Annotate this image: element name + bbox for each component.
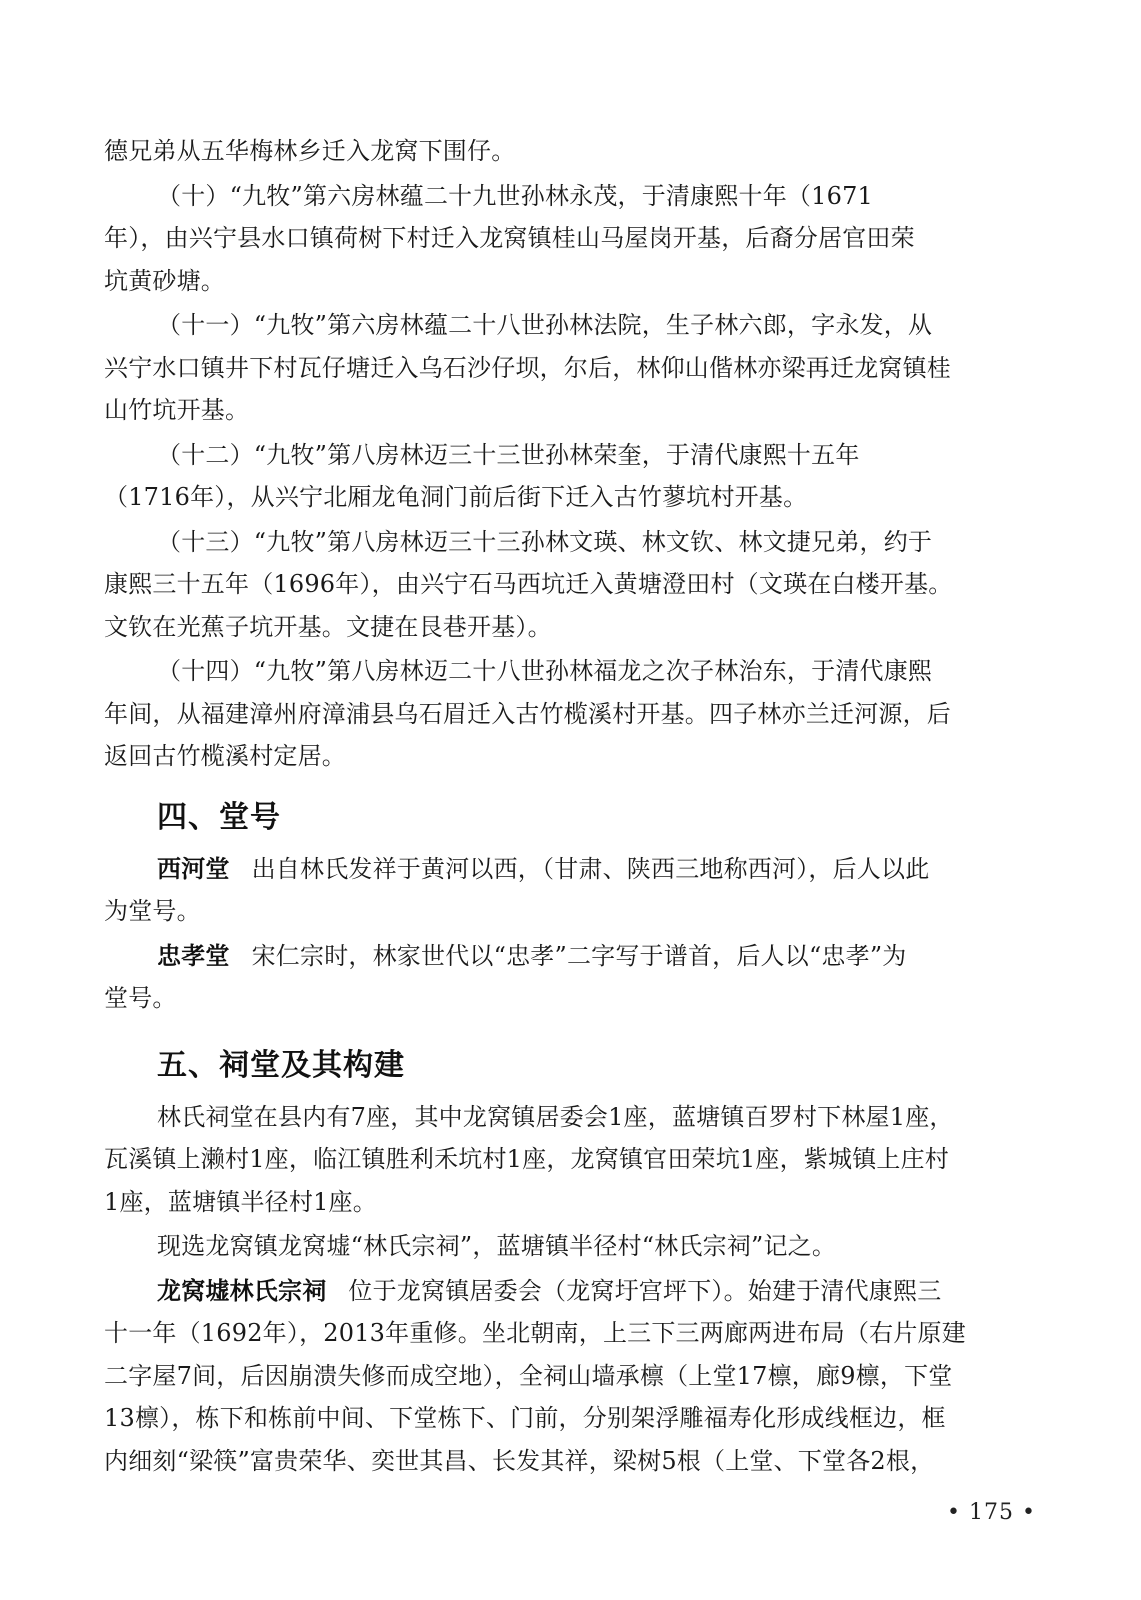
- text-line: 为堂号。: [104, 897, 201, 925]
- text-line: 13檩），栋下和栋前中间、下堂栋下、门前，分别架浮雕福寿化形成线框边，框: [104, 1404, 946, 1432]
- paragraph-continuation: [104, 130, 1036, 173]
- text-line: （十四）“九牧”第八房林迈二十八世孙林福龙之次子林治东，于清代康熙: [157, 657, 933, 685]
- text-line: （十）“九牧”第六房林蕴二十九世孙林永茂，于清康熙十年（1671: [157, 181, 874, 210]
- text-line: 年间，从福建漳州府漳浦县乌石眉迁入古竹榄溪村开基。四子林亦兰迁河源，后: [104, 699, 951, 728]
- text-line: 内细刻“梁筷”富贵荣华、奕世其昌、长发其祥，梁树5根（上堂、下堂各2根，: [104, 1446, 935, 1475]
- text-line: 文钦在光蕉子坑开基。文捷在艮巷开基）。: [104, 612, 552, 641]
- text-line: 德兄弟从五华梅林乡迁入龙窝下围仔。: [104, 137, 516, 165]
- hall-name-term: 忠孝堂: [157, 941, 230, 970]
- text-line: 年），由兴宁县水口镇荷树下村迁入龙窝镇桂山马屋岗开基，后裔分居官田荣: [104, 224, 915, 252]
- hall-description: 位于龙窝镇居委会（龙窝圩宫坪下）。始建于清代康熙三: [348, 1276, 942, 1305]
- page-content: [104, 130, 1036, 1484]
- spacer: [104, 1022, 1036, 1034]
- hall-name-entry-zhongxiao: [104, 935, 1036, 1020]
- hall-name-term: 西河堂: [157, 854, 230, 883]
- text-line: 现选龙窝镇龙窝墟“林氏宗祠”，蓝塘镇半径村“林氏宗祠”记之。: [157, 1232, 837, 1260]
- paragraph-longwo-hall: [104, 1270, 1036, 1483]
- text-line: 二字屋7间，后因崩溃失修而成空地），全祠山墙承檩（上堂17檩，廊9檩，下堂: [104, 1361, 953, 1390]
- paragraph-item-13: [104, 521, 1036, 649]
- spacer: [104, 780, 1036, 786]
- text-line: （十一）“九牧”第六房林蕴二十八世孙林法院，生子林六郎，字永发，从: [157, 311, 933, 339]
- paragraph-item-10: [104, 175, 1036, 303]
- text-line: 1座，蓝塘镇半径村1座。: [104, 1187, 377, 1216]
- paragraph-selection: [104, 1225, 1036, 1268]
- text-line: 堂号。: [104, 984, 177, 1012]
- hall-name-description: 出自林氏发祥于黄河以西，（甘肃、陕西三地称西河），后人以此: [251, 854, 930, 883]
- text-line: （1716年），从兴宁北厢龙龟洞门前后街下迁入古竹蓼坑村开基。: [104, 483, 808, 511]
- text-line: 康熙三十五年（1696年），由兴宁石马西坑迁入黄塘澄田村（文瑛在白楼开基。: [104, 570, 953, 598]
- text-line: [104, 848, 1036, 891]
- text-line: [104, 1270, 1036, 1313]
- text-line: 山竹坑开基。: [104, 396, 250, 424]
- hall-name-entry-xihe: [104, 848, 1036, 933]
- text-line: 林氏祠堂在县内有7座，其中龙窝镇居委会1座，蓝塘镇百罗村下林屋1座，: [157, 1102, 954, 1131]
- text-line: 兴宁水口镇井下村瓦仔塘迁入乌石沙仔坝，尔后，林仰山偕林亦梁再迁龙窝镇桂: [104, 353, 951, 382]
- page-number: • 175 •: [947, 1500, 1036, 1525]
- text-line: （十二）“九牧”第八房林迈三十三世孙林荣奎，于清代康熙十五年: [157, 440, 860, 469]
- text-line: [104, 935, 1036, 978]
- paragraph-item-11: [104, 304, 1036, 432]
- section-heading-ancestral-halls: 五、祠堂及其构建: [157, 1047, 405, 1083]
- text-line: 坑黄砂塘。: [104, 266, 225, 295]
- text-line: 返回古竹榄溪村定居。: [104, 742, 346, 770]
- text-line: （十三）“九牧”第八房林迈三十三孙林文瑛、林文钦、林文捷兄弟，约于: [157, 527, 933, 556]
- paragraph-halls-count: [104, 1096, 1036, 1224]
- hall-term: 龙窝墟林氏宗祠: [157, 1276, 327, 1305]
- paragraph-item-12: [104, 434, 1036, 519]
- text-line: 十一年（1692年），2013年重修。坐北朝南，上三下三两廊两进布局（右片原建: [104, 1319, 966, 1347]
- paragraph-item-14: [104, 650, 1036, 778]
- text-line: 瓦溪镇上濑村1座，临江镇胜利禾坑村1座，龙窝镇官田荣坑1座，紫城镇上庄村: [104, 1145, 950, 1173]
- hall-name-description: 宋仁宗时，林家世代以“忠孝”二字写于谱首，后人以“忠孝”为: [251, 941, 907, 970]
- section-heading-hall-names: 四、堂号: [157, 799, 281, 835]
